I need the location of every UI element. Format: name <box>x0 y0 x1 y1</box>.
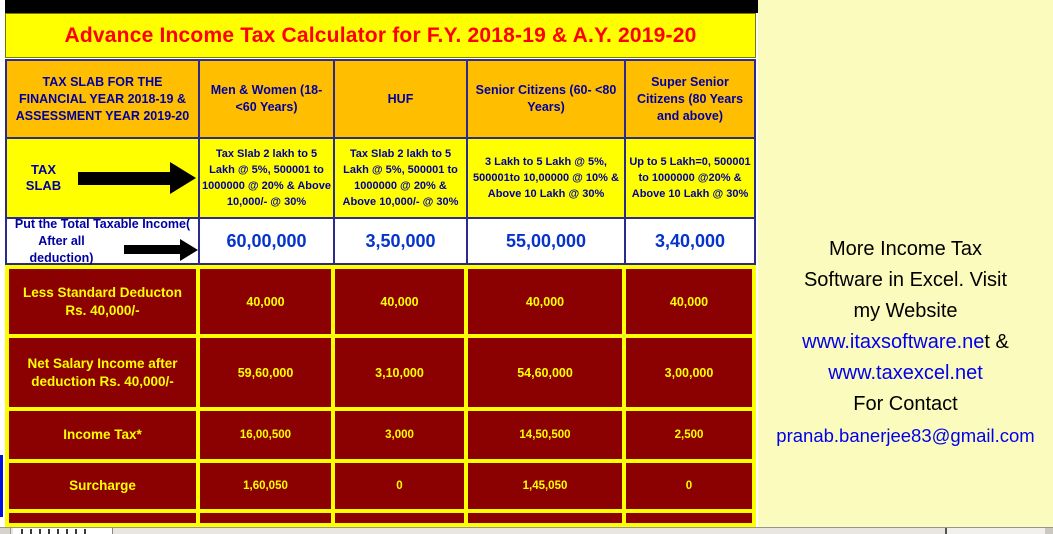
net-salary-senior: 54,60,000 <box>468 338 622 407</box>
scrollbar-end-cap <box>1045 528 1053 534</box>
taxable-income-label-cell <box>7 216 198 265</box>
link-suffix: t & <box>984 331 1009 353</box>
income-tax-super-senior: 2,500 <box>626 411 752 459</box>
sheet-tab[interactable] <box>13 528 113 534</box>
note-line-link2 <box>758 358 1053 389</box>
net-salary-men-women: 59,60,000 <box>200 338 331 407</box>
left-edge-accent <box>0 455 3 517</box>
row-label-net-salary <box>9 338 196 407</box>
contact-label: For Contact <box>853 393 958 415</box>
std-deduction-super-senior: 40,000 <box>626 269 752 334</box>
taxable-income-label-line1: Put the Total Taxable Income( <box>14 216 191 231</box>
tax-slab-senior: 3 Lakh to 5 Lakh @ 5%, 500001to 10,00000 @ 10% & Above 10 Lakh @ 30% <box>468 139 624 217</box>
taxable-income-input-super-senior[interactable]: 3,40,000 <box>626 219 754 263</box>
side-note-text <box>758 234 1053 451</box>
partial-row-cell <box>9 513 196 523</box>
row-label-income-tax <box>9 411 196 459</box>
tax-calculator-header-table <box>5 59 756 265</box>
bottom-statusbar-strip <box>0 527 1053 534</box>
surcharge-super-senior: 0 <box>626 463 752 509</box>
row-label-line2: deduction Rs. 40,000/- <box>31 373 174 389</box>
sheet-nav-buttons[interactable] <box>0 528 11 534</box>
taxable-income-input-men-women[interactable]: 60,00,000 <box>200 219 333 263</box>
arrow-right-icon <box>124 239 198 261</box>
income-tax-senior: 14,50,500 <box>468 411 622 459</box>
taxable-income-input-senior[interactable]: 55,00,000 <box>468 219 624 263</box>
row-label-line1: Income Tax* <box>63 427 142 442</box>
row-label-surcharge <box>9 463 196 509</box>
partial-row-cell <box>468 513 622 523</box>
arrow-right-icon <box>78 162 196 194</box>
row-label-line1: Surcharge <box>69 478 136 493</box>
side-note-panel <box>758 0 1053 527</box>
tax-slab-men-women: Tax Slab 2 lakh to 5 Lakh @ 5%, 500001 to 1000000 @ 20% & Above 10,000/- @ 30% <box>200 139 333 217</box>
surcharge-men-women: 1,60,050 <box>200 463 331 509</box>
note-line-links <box>758 327 1053 358</box>
surcharge-senior: 1,45,050 <box>468 463 622 509</box>
header-cell-senior-citizens: Senior Citizens (60- <80 Years) <box>468 61 624 137</box>
tax-slab-huf: Tax Slab 2 lakh to 5 Lakh @ 5%, 500001 to 1000000 @ 20% & Above 10,000/- @ 30% <box>335 139 466 217</box>
header-cell-huf: HUF <box>335 61 466 137</box>
tax-slab-label-cell <box>7 139 198 217</box>
sheet-tab-clipped-text <box>21 529 91 534</box>
income-tax-huf: 3,000 <box>335 411 464 459</box>
title-banner <box>5 13 756 58</box>
taxexcel-link[interactable]: www.taxexcel.net <box>828 362 983 384</box>
row-label-line2: Rs. 40,000/- <box>65 302 140 318</box>
std-deduction-senior: 40,000 <box>468 269 622 334</box>
taxable-income-input-huf[interactable]: 3,50,000 <box>335 219 466 263</box>
note-line-3: my Website <box>853 300 958 322</box>
surcharge-huf: 0 <box>335 463 464 509</box>
header-cell-men-women: Men & Women (18- <60 Years) <box>200 61 333 137</box>
net-salary-huf: 3,10,000 <box>335 338 464 407</box>
tax-slab-super-senior: Up to 5 Lakh=0, 500001 to 1000000 @20% & Above 10 Lakh @ 30% <box>626 139 754 217</box>
income-tax-men-women: 16,00,500 <box>200 411 331 459</box>
taxable-income-label-line2: After all deduction) <box>29 233 94 265</box>
horizontal-scrollbar[interactable] <box>947 528 1053 534</box>
partial-row-cell <box>626 513 752 523</box>
note-line-2: Software in Excel. Visit <box>803 269 1008 291</box>
top-black-strip <box>5 0 758 13</box>
header-cell-tax-slab-label: TAX SLAB FOR THE FINANCIAL YEAR 2018-19 & ASSESSMENT YEAR 2019-20 <box>7 61 198 137</box>
tax-slab-label: TAX SLAB <box>25 162 62 193</box>
header-cell-super-senior-citizens: Super Senior Citizens (80 Years and above) <box>626 61 754 137</box>
note-line-1: More Income Tax <box>828 238 983 260</box>
email-link[interactable]: pranab.banerjee83@gmail.com <box>776 425 1035 446</box>
partial-row-cell <box>335 513 464 523</box>
net-salary-super-senior: 3,00,000 <box>626 338 752 407</box>
itaxsoftware-link[interactable]: www.itaxsoftware.ne <box>802 331 985 353</box>
row-label-standard-deduction <box>9 269 196 334</box>
partial-row-cell <box>200 513 331 523</box>
row-label-line1: Net Salary Income after <box>27 355 178 371</box>
std-deduction-men-women: 40,000 <box>200 269 331 334</box>
page-title: Advance Income Tax Calculator for F.Y. 2018-19 & A.Y. 2019-20 <box>64 23 697 47</box>
std-deduction-huf: 40,000 <box>335 269 464 334</box>
tax-computation-table <box>5 265 756 527</box>
row-label-line1: Less Standard Deducton <box>22 284 183 300</box>
